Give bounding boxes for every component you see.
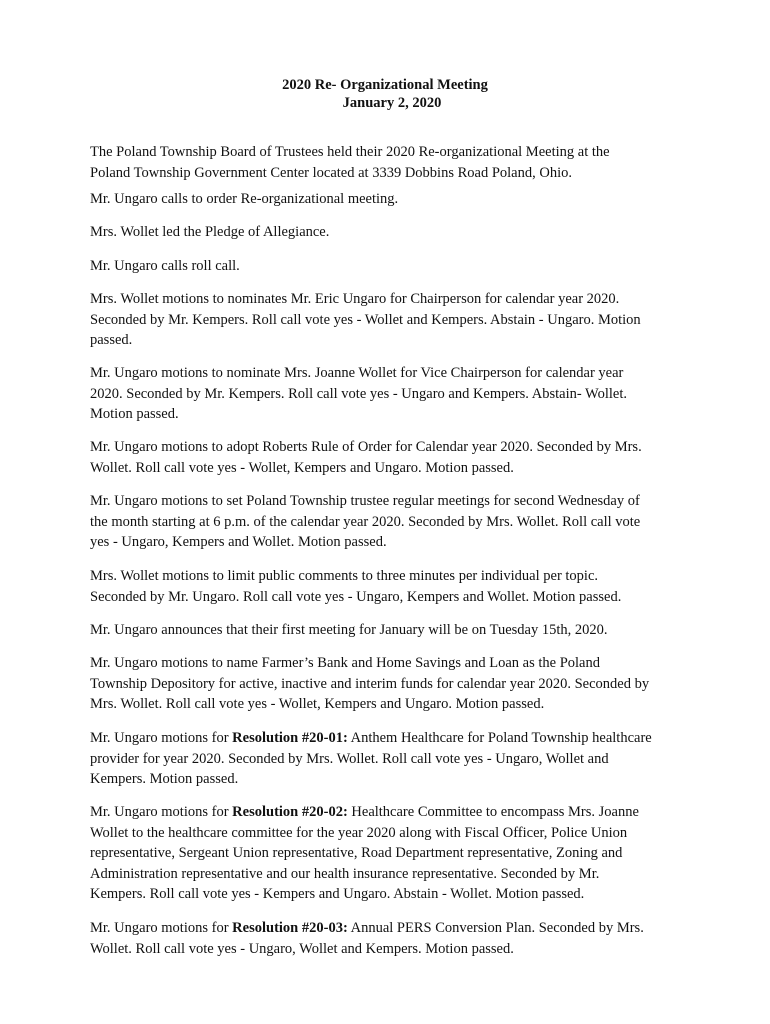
document-title: 2020 Re- Organizational Meeting [282, 77, 488, 93]
paragraph-vice-chairperson [90, 363, 700, 425]
paragraph-resolution-20-02 [90, 802, 700, 905]
resolution-number: Resolution #20-03: [232, 920, 348, 936]
document-date: January 2, 2020 [342, 95, 442, 111]
paragraph-line: Seconded by Mr. Kempers. Roll call vote yes - Wollet and Kempers. Abstain - Ungaro. Motion [90, 311, 641, 328]
paragraph-resolution-20-03 [90, 918, 700, 959]
paragraph-depository [90, 653, 700, 715]
paragraph-lead: Mr. Ungaro motions for [90, 730, 233, 746]
paragraph-line: Mr. Ungaro motions to adopt Roberts Rule of Order for Calendar year 2020. Seconded by Mrs. [90, 439, 642, 455]
paragraph-rest: Anthem Healthcare for Poland Township healthcare [347, 730, 652, 746]
paragraph-line: Poland Township Government Center located at 3339 Dobbins Road Poland, Ohio. [90, 164, 572, 181]
paragraph-line [90, 918, 700, 939]
resolution-number: Resolution #20-02: [232, 804, 348, 820]
paragraph-line: Mrs. Wollet led the Pledge of Allegiance. [90, 224, 330, 240]
paragraph-line: yes - Ungaro, Kempers and Wollet. Motion passed. [90, 534, 387, 550]
paragraph-regular-meetings [90, 491, 700, 553]
paragraph-roll-call [90, 256, 700, 277]
paragraph-line: passed. [90, 332, 133, 348]
paragraph-line: Wollet. Roll call vote yes - Wollet, Kempers and Ungaro. Motion passed. [90, 459, 514, 476]
paragraph-line: The Poland Township Board of Trustees held their 2020 Re-organizational Meeting at the [90, 144, 610, 160]
paragraph-line: Mr. Ungaro calls to order Re-organizational meeting. [90, 191, 399, 207]
paragraph-line [90, 802, 700, 823]
paragraph-line: Mrs. Wollet motions to nominates Mr. Eric Ungaro for Chairperson for calendar year 2020. [90, 291, 620, 307]
paragraph-line: representative, Sergeant Union representative, Road Department representative, Zoning and [90, 845, 623, 861]
paragraph-chairperson [90, 289, 700, 351]
paragraph-line: Mr. Ungaro motions to set Poland Township trustee regular meetings for second Wednesday of [90, 493, 640, 509]
paragraph-line: Kempers. Motion passed. [90, 771, 239, 787]
paragraph-lead: Mr. Ungaro motions for [90, 804, 233, 820]
paragraph-resolution-20-01 [90, 728, 700, 790]
paragraph-line: Township Depository for active, inactive and interim funds for calendar year 2020. Seconded by [90, 675, 650, 692]
paragraph-line: Mrs. Wollet motions to limit public comments to three minutes per individual per topic. [90, 568, 599, 584]
paragraph-roberts-rule [90, 437, 700, 478]
paragraph-rest: Healthcare Committee to encompass Mrs. Joanne [347, 804, 639, 820]
paragraph-line: Mr. Ungaro announces that their first meeting for January will be on Tuesday 15th, 2020. [90, 622, 608, 638]
paragraph-line: Mrs. Wollet. Roll call vote yes - Wollet, Kempers and Ungaro. Motion passed. [90, 696, 545, 712]
paragraph-line: 2020. Seconded by Mr. Kempers. Roll call vote yes - Ungaro and Kempers. Abstain- Wollet. [90, 385, 627, 402]
paragraph-line [90, 728, 700, 749]
paragraph-line: Mr. Ungaro motions to name Farmer’s Bank and Home Savings and Loan as the Poland [90, 655, 600, 671]
paragraph-rest: Annual PERS Conversion Plan. Seconded by Mrs. [347, 920, 644, 936]
paragraph-line: Mr. Ungaro motions to nominate Mrs. Joanne Wollet for Vice Chairperson for calendar year [90, 365, 624, 381]
resolution-number: Resolution #20-01: [232, 730, 348, 746]
paragraph-line: Mr. Ungaro calls roll call. [90, 258, 240, 274]
paragraph-line: Kempers. Roll call vote yes - Kempers and Ungaro. Abstain - Wollet. Motion passed. [90, 886, 585, 902]
paragraph-line: Administration representative and our health insurance representative. Seconded by Mr. [90, 865, 600, 882]
paragraph-first-meeting [90, 620, 700, 641]
paragraph-call-to-order [90, 189, 700, 210]
paragraph-pledge [90, 222, 700, 243]
paragraph-line: Motion passed. [90, 406, 179, 422]
paragraph-intro [90, 142, 700, 183]
paragraph-line: Seconded by Mr. Ungaro. Roll call vote yes - Ungaro, Kempers and Wollet. Motion passed. [90, 588, 622, 605]
paragraph-line: Wollet. Roll call vote yes - Ungaro, Wollet and Kempers. Motion passed. [90, 940, 514, 957]
paragraph-public-comments [90, 566, 700, 607]
paragraph-line: provider for year 2020. Seconded by Mrs. Wollet. Roll call vote yes - Ungaro, Wollet and [90, 750, 609, 767]
paragraph-lead: Mr. Ungaro motions for [90, 920, 233, 936]
paragraph-line: the month starting at 6 p.m. of the calendar year 2020. Seconded by Mrs. Wollet. Roll call vote [90, 513, 641, 530]
paragraph-line: Wollet to the healthcare committee for the year 2020 along with Fiscal Officer, Police Union [90, 824, 628, 841]
